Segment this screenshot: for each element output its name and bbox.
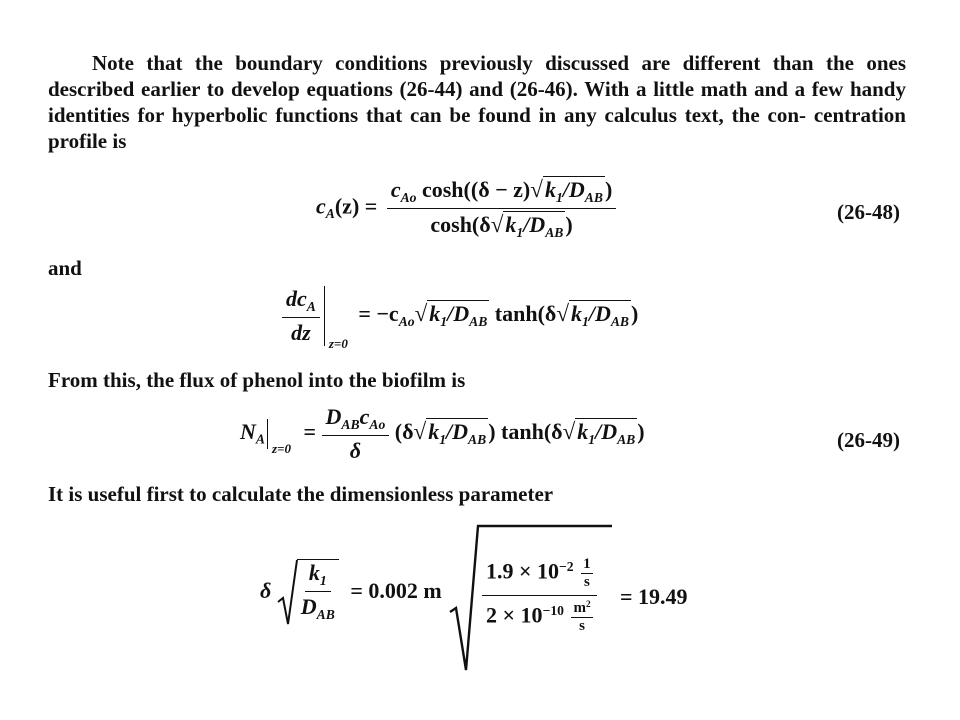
result-value: = 19.49 [620,584,688,609]
equation-number-26-48: (26-48) [837,200,900,224]
equation-dimensionless: δ $\frac{k_1}{D_{AB}}$ = 0.002 m [260,558,442,628]
intro-paragraph: Note that the boundary conditions previously discussed are different than the ones described earlier to develop equations (26-44) and (26-46). With a little math and a few handy identities for hyperbolic functions that can be found in any calculus text, the con- centration profile is [48,51,906,153]
sqrt-fraction: $1.9 \times 10^{-2}$ $\frac{1}{s}$ $2 \times 10^{-10}$ $\frac{m^2}{s}$ [482,556,597,635]
equation-26-49: $N_A$ z=0 = $\frac{D_{AB}c_{Ao}}{\delta}$ $(\delta√k_1/D_{AB})$ $\tanh(\delta√k_1/D_{AB})$ [240,404,645,463]
equation-derivative: $\frac{dc_A}{dz}$ z=0 = $-c_{Ao}√k_1/D_{AB}$ $\tanh(\delta√k_1/D_{AB})$ [282,286,638,346]
equation-26-48: $c_A(z)$ = $\frac{c_{Ao} \cosh((\delta - z)√k_1/D_{AB})}{\cosh(\delta√k_1/D_{AB})}$ [316,176,616,241]
equation-number-26-49: (26-49) [837,428,900,452]
useful-line: It is useful first to calculate the dimensionless parameter [48,482,554,506]
and-label: and [48,256,82,280]
flux-line: From this, the flux of phenol into the biofilm is [48,368,466,392]
small-sqrt-sign [277,558,299,628]
